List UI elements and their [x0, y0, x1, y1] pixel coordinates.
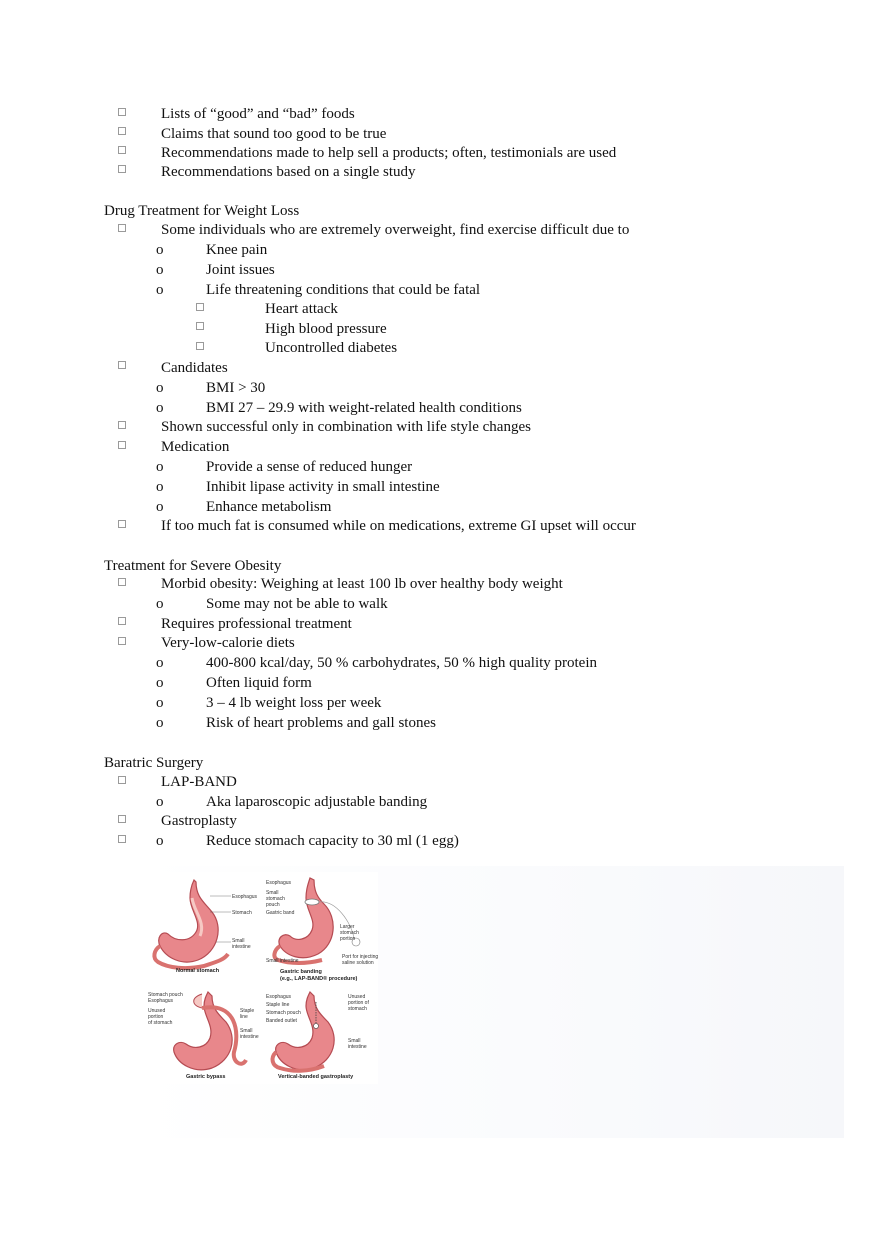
circle-bullet-icon: o — [156, 695, 164, 711]
square-bullet-icon — [196, 342, 204, 350]
square-bullet-icon — [118, 835, 126, 843]
list-item: Recommendations made to help sell a products; often, testimonials are used — [161, 145, 617, 161]
square-bullet-icon — [118, 617, 126, 625]
list-item: Provide a sense of reduced hunger — [206, 459, 413, 475]
circle-bullet-icon: o — [156, 596, 164, 612]
square-bullet-icon — [118, 361, 126, 369]
square-bullet-icon — [118, 224, 126, 232]
stomach-diagram — [146, 872, 378, 1084]
banded-outlet-icon — [314, 1024, 319, 1029]
list-item: High blood pressure — [265, 321, 387, 337]
panel-vertical-banded-gastroplasty — [266, 992, 369, 1080]
label: intestine — [348, 1044, 367, 1050]
stomach-shape — [279, 878, 333, 958]
list-item: Heart attack — [265, 301, 338, 317]
list-item: Enhance metabolism — [206, 499, 332, 515]
square-bullet-icon — [118, 165, 126, 173]
list-item: Life threatening conditions that could be fatal — [206, 282, 481, 298]
square-bullet-icon — [196, 303, 204, 311]
circle-bullet-icon: o — [156, 833, 164, 849]
list-item: Some may not be able to walk — [206, 596, 388, 612]
square-bullet-icon — [118, 127, 126, 135]
circle-bullet-icon: o — [156, 380, 164, 396]
label: Larger — [340, 924, 355, 930]
label: Staple — [240, 1008, 255, 1014]
list-item: 3 – 4 lb weight loss per week — [206, 695, 382, 711]
circle-bullet-icon: o — [156, 499, 164, 515]
square-bullet-icon — [118, 776, 126, 784]
label: intestine — [240, 1034, 259, 1040]
label: Esophagus — [266, 880, 292, 886]
list-item: Gastroplasty — [161, 813, 237, 829]
list-item: Recommendations based on a single study — [161, 164, 416, 180]
caption-gastric-banding-2: (e.g., LAP-BAND® procedure) — [280, 976, 358, 982]
list-item: Lists of “good” and “bad” foods — [161, 106, 355, 122]
label-stomach: Stomach — [232, 910, 252, 916]
section-heading-severe: Treatment for Severe Obesity — [104, 558, 282, 574]
label-esophagus: Esophagus — [232, 894, 258, 900]
list-item: Knee pain — [206, 242, 268, 258]
caption-gastric-bypass: Gastric bypass — [186, 1074, 226, 1080]
label: portion of — [348, 1000, 369, 1006]
list-item: Joint issues — [206, 262, 275, 278]
circle-bullet-icon: o — [156, 655, 164, 671]
circle-bullet-icon: o — [156, 282, 164, 298]
bariatric-surgery-figure — [146, 872, 378, 1084]
label: Banded outlet — [266, 1018, 297, 1024]
label: Staple line — [266, 1002, 290, 1008]
square-bullet-icon — [118, 520, 126, 528]
label: Unused — [148, 1008, 166, 1014]
panel-gastric-banding — [266, 878, 378, 982]
list-item: Shown successful only in combination with life style changes — [161, 419, 531, 435]
square-bullet-icon — [118, 815, 126, 823]
square-bullet-icon — [118, 146, 126, 154]
circle-bullet-icon: o — [156, 400, 164, 416]
label: Port for injecting — [342, 954, 378, 960]
caption-vbg: Vertical-banded gastroplasty — [278, 1074, 354, 1080]
list-item: BMI > 30 — [206, 380, 266, 396]
stomach-shape — [159, 880, 218, 962]
label: Esophagus — [148, 998, 174, 1004]
square-bullet-icon — [118, 637, 126, 645]
list-item: Medication — [161, 439, 230, 455]
list-item: Very-low-calorie diets — [161, 635, 295, 651]
list-item: Claims that sound too good to be true — [161, 126, 387, 142]
label-intestine: intestine — [232, 944, 251, 950]
panel-gastric-bypass — [148, 992, 259, 1080]
label: line — [240, 1014, 248, 1020]
list-item: Reduce stomach capacity to 30 ml (1 egg) — [206, 833, 459, 849]
list-item: Risk of heart problems and gall stones — [206, 715, 436, 731]
label: Unused — [348, 994, 366, 1000]
panel-normal-stomach — [154, 880, 257, 974]
stomach-shape — [174, 992, 232, 1070]
square-bullet-icon — [118, 421, 126, 429]
label: portion — [148, 1014, 164, 1020]
square-bullet-icon — [118, 108, 126, 116]
circle-bullet-icon: o — [156, 262, 164, 278]
gastric-band-icon — [305, 899, 319, 905]
square-bullet-icon — [118, 441, 126, 449]
label: stomach — [340, 930, 359, 936]
circle-bullet-icon: o — [156, 794, 164, 810]
label: Small intestine — [266, 958, 299, 964]
list-item: Candidates — [161, 360, 228, 376]
section-heading-drug: Drug Treatment for Weight Loss — [104, 203, 300, 219]
label: portion — [340, 936, 356, 942]
label: Esophagus — [266, 994, 292, 1000]
circle-bullet-icon: o — [156, 459, 164, 475]
list-item: Morbid obesity: Weighing at least 100 lb over healthy body weight — [161, 576, 563, 592]
caption-normal-stomach: Normal stomach — [176, 968, 220, 974]
list-item: Aka laparoscopic adjustable banding — [206, 794, 428, 810]
stomach-pouch — [194, 994, 202, 1008]
label: saline solution — [342, 960, 374, 966]
label: Small — [266, 890, 279, 896]
circle-bullet-icon: o — [156, 479, 164, 495]
label: of stomach — [148, 1020, 173, 1026]
list-item: Some individuals who are extremely overweight, find exercise difficult due to — [161, 222, 630, 238]
label: Stomach pouch — [148, 992, 183, 998]
caption-gastric-banding: Gastric banding — [280, 969, 322, 975]
section-heading-surgery: Baratric Surgery — [104, 755, 204, 771]
square-bullet-icon — [196, 322, 204, 330]
label-small: Small — [232, 938, 245, 944]
label: Stomach pouch — [266, 1010, 301, 1016]
circle-bullet-icon: o — [156, 242, 164, 258]
list-item: Requires professional treatment — [161, 616, 352, 632]
label: Small — [348, 1038, 361, 1044]
label: Gastric band — [266, 910, 295, 916]
list-item: Often liquid form — [206, 675, 312, 691]
square-bullet-icon — [118, 578, 126, 586]
list-item: 400-800 kcal/day, 50 % carbohydrates, 50 % high quality protein — [206, 655, 598, 671]
circle-bullet-icon: o — [156, 715, 164, 731]
list-item: BMI 27 – 29.9 with weight-related health conditions — [206, 400, 522, 416]
list-item: Uncontrolled diabetes — [265, 340, 398, 356]
list-item: If too much fat is consumed while on medications, extreme GI upset will occur — [161, 518, 636, 534]
list-item: LAP-BAND — [161, 774, 237, 790]
label: stomach — [348, 1006, 367, 1012]
circle-bullet-icon: o — [156, 675, 164, 691]
list-item: Inhibit lipase activity in small intestine — [206, 479, 440, 495]
label: stomach — [266, 896, 285, 902]
label: Small — [240, 1028, 253, 1034]
label: pouch — [266, 902, 280, 908]
